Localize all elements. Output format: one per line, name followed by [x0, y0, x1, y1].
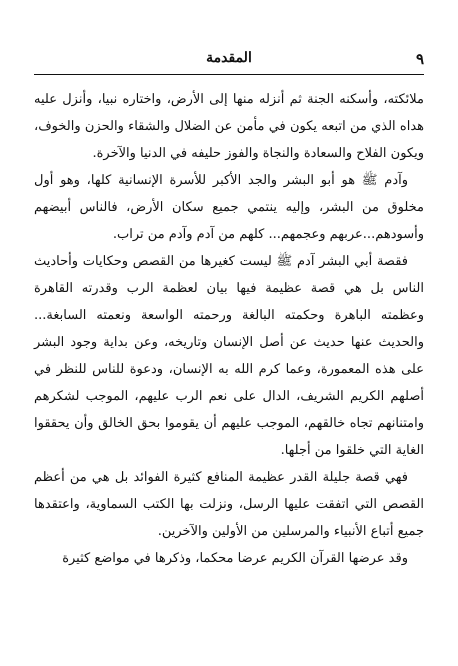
- header-rule: [34, 74, 424, 75]
- page-number: ٩: [415, 50, 424, 68]
- paragraph: ملائكته، وأسكنه الجنة ثم أنزله منها إلى الأرض، واختاره نبيا، وأنزل عليه هداه الذي من اتبعه يكون في مأمن عن الضلال والشقاء والحزن والخوف، ويكون الفلاح والسعادة والنجاة والفوز حليفه في الدنيا والآخرة.: [34, 92, 424, 161]
- paragraph: فقصة أبي البشر آدم ﷺ ليست كغيرها من القصص وحكايات وأحاديث الناس بل هي قصة عظيمة فيها بيان لعظمة الرب وقدرته القاهرة وعظمته الباهرة وحكمته البالغة ورحمته الواسعة ونعمته السابغة... والحديث عنها حديث عن أصل الإنسان وتاريخه، وعن بداية وجود البشر على هذه المعمورة، وعما كرم الله به الإنسان، ودعوة للناس للنظر في أصلهم الكريم الشريف، الدال على نعم الرب عليهم، الموجب لشكرهم وامتنانهم تجاه خالقهم، الموجب عليهم أن يقوموا بحق الخالق وأن يحققوا الغاية التي خلقوا من أجلها.: [34, 254, 424, 458]
- paragraph: وقد عرضها القرآن الكريم عرضا محكما، وذكرها في مواضع كثيرة: [62, 551, 408, 566]
- paragraph: فهي قصة جليلة القدر عظيمة المنافع كثيرة الفوائد بل هي من أعظم القصص التي اتفقت عليها الرسل، ونزلت بها الكتب السماوية، واعتقدها جميع أتباع الأنبياء والمرسلين من الأولين والآخرين.: [34, 470, 424, 539]
- page-header: [34, 44, 424, 74]
- paragraph: وآدم ﷺ هو أبو البشر والجد الأكبر للأسرة الإنسانية كلها، وهو أول مخلوق من البشر، وإليه ينتمي جميع سكان الأرض، فالناس أبيضهم وأسودهم...عربهم وعجمهم... كلهم من آدم وآدم من تراب.: [34, 173, 424, 242]
- running-title: المقدمة: [206, 50, 252, 66]
- body-text: [34, 86, 424, 572]
